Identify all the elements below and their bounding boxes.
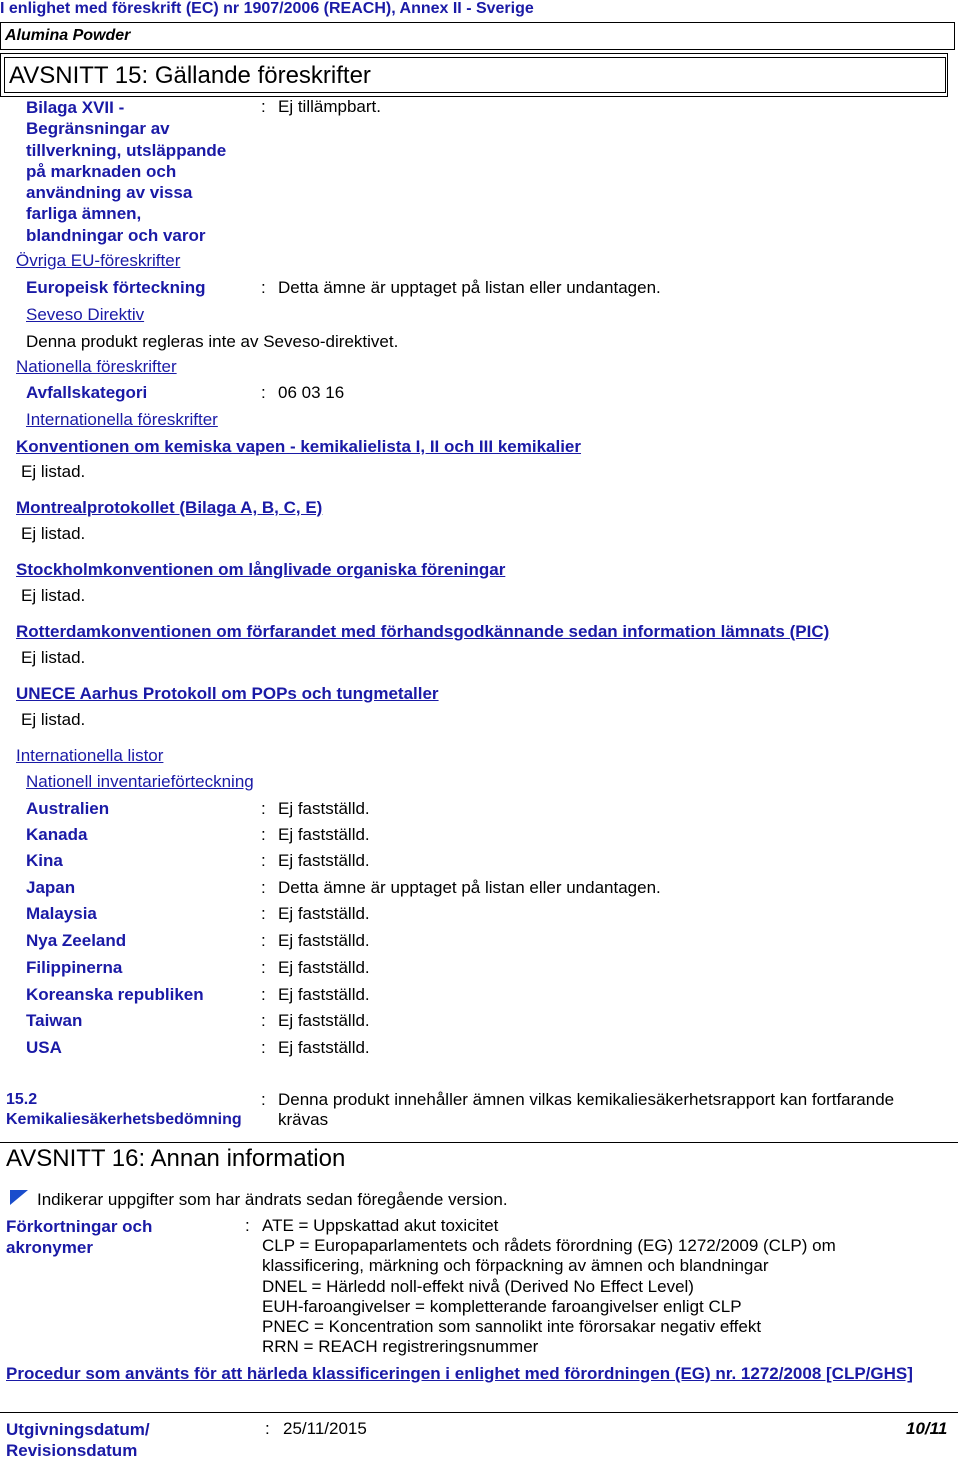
seveso-heading: Seveso Direktiv: [26, 305, 145, 324]
convention-title: UNECE Aarhus Protokoll om POPs och tungmetaller: [16, 684, 439, 703]
colon: :: [261, 799, 266, 818]
s152-value: Denna produkt innehåller ämnen vilkas kemikaliesäkerhetsrapport kan fortfarande krävas: [278, 1090, 895, 1129]
abbr-line: klassificering, märkning och förpackning av ämnen och blandningar: [262, 1256, 769, 1276]
footer-label: Utgivningsdatum/ Revisionsdatum: [6, 1420, 150, 1460]
abbr-list: [262, 1216, 836, 1357]
convention-value: Ej listad.: [21, 462, 86, 481]
product-name-box: [0, 22, 955, 50]
page-number: 10/11: [906, 1419, 948, 1438]
procedur-heading: Procedur som använts för att härleda klassificeringen i enlighet med förordningen (EG) nr. 1272/2008 [CLP/GHS]: [6, 1364, 913, 1383]
inventory-country: Kina: [26, 851, 63, 870]
abbr-line: ATE = Uppskattad akut toxicitet: [262, 1216, 499, 1235]
convention-title: Stockholmkonventionen om långlivade organiska föreningar: [16, 560, 506, 579]
convention-value: Ej listad.: [21, 710, 86, 729]
colon: :: [261, 278, 266, 297]
inventory-value: Ej fastställd.: [278, 799, 370, 818]
inventory-country: Japan: [26, 878, 76, 897]
colon: :: [245, 1216, 250, 1235]
nationell-inventarie-heading: Nationell inventarieförteckning: [26, 772, 254, 791]
colon: :: [261, 825, 266, 844]
seveso-text: Denna produkt regleras inte av Seveso-direktivet.: [26, 332, 399, 351]
inventory-country: Filippinerna: [26, 958, 123, 977]
inventory-value: Ej fastställd.: [278, 825, 370, 844]
inventory-country: Taiwan: [26, 1011, 83, 1030]
inventory-value: Detta ämne är upptaget på listan eller undantagen.: [278, 878, 661, 897]
colon: :: [261, 1038, 266, 1057]
colon: :: [261, 958, 266, 977]
abbr-label: Förkortningar och akronymer: [6, 1217, 153, 1257]
change-indicator-icon: [10, 1190, 28, 1205]
ovriga-eu-heading: Övriga EU-föreskrifter: [16, 251, 181, 270]
inventory-value: Ej fastställd.: [278, 958, 370, 977]
abbr-line: RRN = REACH registreringsnummer: [262, 1337, 539, 1357]
bilaga-xvii-value: Ej tillämpbart.: [278, 97, 381, 116]
colon: :: [261, 97, 266, 116]
convention-value: Ej listad.: [21, 524, 86, 543]
convention-title: Montrealprotokollet (Bilaga A, B, C, E): [16, 498, 323, 517]
indicator-text: Indikerar uppgifter som har ändrats sedan föregående version.: [37, 1190, 508, 1209]
abbr-line: EUH-faroangivelser = kompletterande faroangivelser enligt CLP: [262, 1296, 742, 1316]
europeisk-label: Europeisk förteckning: [26, 278, 206, 297]
nationella-heading: Nationella föreskrifter: [16, 357, 177, 376]
colon: :: [261, 1011, 266, 1030]
convention-value: Ej listad.: [21, 586, 86, 605]
colon: :: [261, 878, 266, 897]
product-name: Alumina Powder: [5, 27, 131, 44]
convention-title: Rotterdamkonventionen om förfarandet med förhandsgodkännande sedan information lämnats (PIC): [16, 622, 830, 641]
inventory-value: Ej fastställd.: [278, 904, 370, 923]
inventory-value: Ej fastställd.: [278, 931, 370, 950]
s152-label: 15.2 Kemikaliesäkerhetsbedömning: [6, 1091, 242, 1128]
inventory-country: USA: [26, 1038, 62, 1057]
inventory-value: Ej fastställd.: [278, 1011, 370, 1030]
abbr-line: DNEL = Härledd noll-effekt nivå (Derived No Effect Level): [262, 1276, 694, 1296]
inventory-country: Nya Zeeland: [26, 931, 127, 950]
internationella-listor-heading: Internationella listor: [16, 746, 164, 765]
inventory-country: Kanada: [26, 825, 88, 844]
colon: :: [261, 851, 266, 870]
section-16-rule: [0, 1142, 958, 1143]
avfall-value: 06 03 16: [278, 383, 345, 402]
convention-value: Ej listad.: [21, 648, 86, 667]
colon: :: [261, 931, 266, 950]
footer-rule: [0, 1412, 958, 1413]
inventory-value: Ej fastställd.: [278, 985, 370, 1004]
footer-date: 25/11/2015: [283, 1419, 367, 1438]
inventory-value: Ej fastställd.: [278, 1038, 370, 1057]
section-15-title: AVSNITT 15: Gällande föreskrifter: [9, 62, 371, 89]
internationella-heading: Internationella föreskrifter: [26, 410, 218, 429]
avfall-label: Avfallskategori: [26, 383, 148, 402]
colon: :: [261, 1090, 266, 1109]
inventory-value: Ej fastställd.: [278, 851, 370, 870]
abbr-line: CLP = Europaparlamentets och rådets förordning (EG) 1272/2009 (CLP) om: [262, 1236, 836, 1256]
inventory-country: Malaysia: [26, 904, 97, 923]
colon: :: [261, 985, 266, 1004]
inventory-country: Australien: [26, 799, 110, 818]
document-header-title: I enlighet med föreskrift (EC) nr 1907/2006 (REACH), Annex II - Sverige: [0, 0, 534, 17]
bilaga-xvii-label: Bilaga XVII - Begränsningar av tillverkning, utsläppande på marknaden och användning av vissa farliga ämnen, blandningar och varor: [26, 98, 227, 245]
section-16-title: AVSNITT 16: Annan information: [6, 1145, 346, 1172]
section-15-box: [0, 53, 948, 97]
inventory-country: Koreanska republiken: [26, 985, 204, 1004]
abbr-line: PNEC = Koncentration som sannolikt inte förorsakar negativ effekt: [262, 1317, 762, 1337]
colon: :: [265, 1419, 270, 1438]
colon: :: [261, 904, 266, 923]
convention-title: Konventionen om kemiska vapen - kemikalielista I, II och III kemikalier: [16, 437, 582, 456]
colon: :: [261, 383, 266, 402]
europeisk-value: Detta ämne är upptaget på listan eller undantagen.: [278, 278, 661, 297]
